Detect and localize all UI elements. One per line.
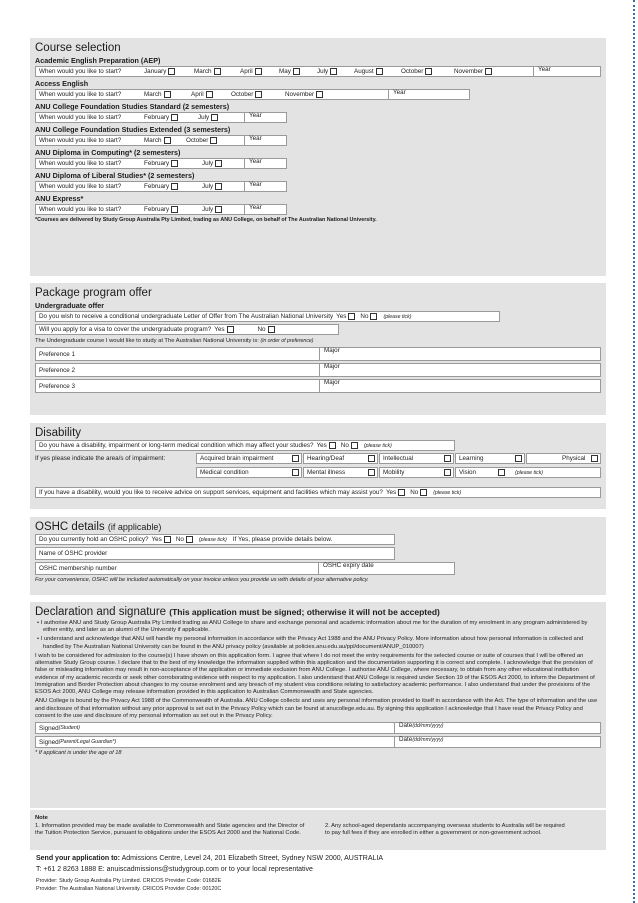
- aep-month-0: January: [144, 68, 175, 75]
- diploma-liberal-heading: ANU Diploma of Liberal Studies* (2 semesters): [35, 171, 195, 180]
- checkbox[interactable]: [215, 183, 222, 190]
- undergrad-heading: Undergraduate offer: [35, 301, 105, 310]
- oshc-provider-field[interactable]: Name of OSHC provider: [35, 547, 395, 560]
- provider-line-1: Provider: Study Group Australia Pty Limited. CRICOS Provider Code: 01682E: [36, 878, 222, 884]
- checkbox[interactable]: [498, 469, 505, 476]
- oshc-expiry-field[interactable]: OSHC expiry date: [318, 562, 374, 575]
- checkbox[interactable]: [330, 68, 337, 75]
- no-checkbox[interactable]: [420, 489, 427, 496]
- year-field[interactable]: Year: [244, 181, 262, 192]
- diploma-liberal-row: When would you like to start? February July Year: [35, 181, 287, 192]
- package-section: [30, 283, 606, 415]
- aep-start-row: [35, 66, 601, 77]
- student-signature-row[interactable]: Signed (Student) Date(dd/mm/yyyy): [35, 722, 601, 734]
- declaration-bullet: • I authorise ANU and Study Group Australia Pty Limited trading as ANU College to share and exchange personal and academic information about me for the duration of my enrolment in any program administered by either entity, and later as an alumni of the University if applicable.: [37, 620, 588, 634]
- area-item: Mobility: [379, 467, 454, 478]
- course-footnote: *Courses are delivered by Study Group Australia Pty Limited, trading as ANU College, on behalf of The Australian National University.: [35, 217, 377, 223]
- section-title: Course selection: [35, 42, 121, 54]
- preference-row[interactable]: Preference 1 Major: [35, 347, 601, 361]
- checkbox[interactable]: [210, 137, 217, 144]
- support-question-row: If you have a disability, would you like to receive advice on support services, equipment and facilities which may assist you? Yes No (please tick): [35, 487, 601, 498]
- checkbox[interactable]: [211, 114, 218, 121]
- date-field: Date(dd/mm/yyyy): [394, 722, 443, 734]
- checkbox[interactable]: [316, 91, 323, 98]
- area-item: Physical: [526, 453, 601, 464]
- provider-line-2: Provider: The Australian National University. CRICOS Provider Code: 00120C: [36, 886, 222, 892]
- oshc-question-row: Do you currently hold an OSHC policy? Yes No (please tick) If Yes, please provide details below.: [35, 534, 395, 545]
- aep-heading: Academic English Preparation (AEP): [35, 56, 161, 65]
- note-2: 2. Any school-aged dependants accompanying overseas students to Australia will be required to pay full fees if they are enrolled in either a government or non-government school.: [325, 823, 565, 837]
- checkbox[interactable]: [214, 68, 221, 75]
- aep-year-field[interactable]: Year: [533, 66, 551, 77]
- section-title: Disability: [35, 427, 82, 439]
- section-title: Package program offer: [35, 287, 152, 299]
- checkbox[interactable]: [206, 91, 213, 98]
- send-address: Send your application to: Admissions Centre, Level 24, 201 Elizabeth Street, Sydney NSW 2000, AUSTRALIA: [36, 855, 384, 862]
- checkbox[interactable]: [485, 68, 492, 75]
- access-heading: Access English: [35, 79, 89, 88]
- checkbox[interactable]: [591, 455, 598, 462]
- preference-row[interactable]: Preference 3 Major: [35, 379, 601, 393]
- checkbox[interactable]: [164, 137, 171, 144]
- foundation-standard-heading: ANU College Foundation Studies Standard (2 semesters): [35, 102, 230, 111]
- oshc-section: [30, 517, 606, 595]
- year-field[interactable]: Year: [244, 204, 262, 215]
- course-intro: The Undergraduate course I would like to study at The Australian National University is: (in order of preference): [35, 338, 314, 344]
- area-item: Vision (please tick): [455, 467, 601, 478]
- under-18-note: * If applicant is under the age of 18: [35, 750, 122, 757]
- anu-express-heading: ANU Express*: [35, 194, 84, 203]
- checkbox[interactable]: [515, 455, 522, 462]
- diploma-computing-row: When would you like to start? February July Year: [35, 158, 287, 169]
- preference-row[interactable]: Preference 2 Major: [35, 363, 601, 377]
- checkbox[interactable]: [168, 68, 175, 75]
- area-item: Intellectual: [379, 453, 454, 464]
- start-question: When would you like to start?: [39, 68, 122, 75]
- checkbox[interactable]: [292, 455, 299, 462]
- diploma-computing-heading: ANU Diploma in Computing* (2 semesters): [35, 148, 181, 157]
- section-title: OSHC details (if applicable): [35, 521, 162, 533]
- aep-month-3: May: [279, 68, 300, 75]
- checkbox[interactable]: [368, 455, 375, 462]
- checkbox[interactable]: [171, 114, 178, 121]
- aep-month-7: November: [454, 68, 492, 75]
- course-selection-section: [30, 38, 606, 276]
- no-checkbox[interactable]: [370, 313, 377, 320]
- yes-checkbox[interactable]: [329, 442, 336, 449]
- perforation-line: [633, 0, 635, 903]
- impairment-areas: If yes please indicate the area/s of impairment: Acquired brain impairment Hearing/Deaf Intellectual Learning Physical Medical condition Mental illness Mobility Vision (please tick): [35, 453, 601, 485]
- yes-checkbox[interactable]: [398, 489, 405, 496]
- access-start-row: When would you like to start? March April October November Year: [35, 89, 470, 100]
- aep-month-6: October: [401, 68, 432, 75]
- disability-question-row: Do you have a disability, impairment or long-term medical condition which may affect your studies? Yes No (please tick): [35, 440, 455, 451]
- checkbox[interactable]: [444, 469, 451, 476]
- no-checkbox[interactable]: [186, 536, 193, 543]
- area-item: Acquired brain impairment: [196, 453, 302, 464]
- aep-month-1: March: [194, 68, 221, 75]
- date-field: Date(dd/mm/yyyy): [394, 736, 443, 748]
- area-item: Mental illness: [303, 467, 378, 478]
- checkbox[interactable]: [444, 455, 451, 462]
- year-field[interactable]: Year: [244, 158, 262, 169]
- aep-month-5: August: [354, 68, 383, 75]
- checkbox[interactable]: [171, 160, 178, 167]
- contact-line: T: +61 2 8263 1888 E: anuiscadmissions@studygroup.com or to your local representative: [36, 866, 313, 873]
- access-year-field[interactable]: Year: [388, 89, 406, 100]
- aep-month-4: July: [317, 68, 337, 75]
- declaration-bullet: • I understand and acknowledge that ANU will handle my personal information in accordance with the Privacy Act 1988 and the ANU Privacy Policy. More information about how personal information is collected and handled by The Australian National University can be found in the ANU privacy policy (available at policies.anu.edu.au/ppl/document/ANUP_010007): [37, 636, 584, 650]
- foundation-extended-row: When would you like to start? March October Year: [35, 135, 287, 146]
- checkbox[interactable]: [215, 160, 222, 167]
- note-1: 1. Information provided may be made available to Commonwealth and State agencies and the Director of the Tuition Protection Service, pursuant to obligations under the ESOS Act 2000 and the National Code.: [35, 823, 305, 837]
- checkbox[interactable]: [293, 68, 300, 75]
- declaration-paragraph: I wish to be considered for admission to the course(s) I have shown on this application form. I agree that where I do not meet the entry requirements for the selected course or suite of courses that I will be offered an alternative Study Group course. I declare that to the best of my knowledge the information supplied within this application and the documentation supporting it is correct and complete. I acknowledge that the provision of false or misleading information may result in non-acceptance of the application or immediate exclusion from ANU College. I authorise ANU College, where necessary, to obtain from any other educational institution evidence of my academic records or seek other corroborating evidence with respect to my application. I also understand that ANU College is required under Section 19 of the ESOS Act 2000, to inform the Department of Immigration and Border Protection about changes to my course enrolment and any breach of my student visa conditions relating to satisfactory academic performance. I also understand that under the provisions of the ESOS Act 2000, ANU College may release information provided in this application to Australian Commonwealth and State agencies.: [35, 652, 595, 696]
- oshc-membership-row[interactable]: OSHC membership number OSHC expiry date: [35, 562, 455, 575]
- visa-question-row: Will you apply for a visa to cover the undergraduate program? Yes No: [35, 324, 339, 335]
- privacy-paragraph: ANU College is bound by the Privacy Act 1988 of the Commonwealth of Australia. ANU College collects and uses any personal information provided to itself in accordance with the Act. The type of information and the use and disclosure of that information without any prior approval is set out in the Privacy Policy which can be found at anucollege.edu.au. By signing this application I acknowledge that I have read the Privacy Policy and consent to the use and disclosure of my personal information as set out in the Privacy Policy.: [35, 698, 598, 719]
- yes-checkbox[interactable]: [227, 326, 234, 333]
- area-item: Medical condition: [196, 467, 302, 478]
- checkbox[interactable]: [368, 469, 375, 476]
- notes-section: [30, 810, 606, 850]
- foundation-standard-row: When would you like to start? February July Year: [35, 112, 287, 123]
- checkbox[interactable]: [376, 68, 383, 75]
- parent-signature-row[interactable]: Signed (Parent/Legal Guardian*) Date(dd/mm/yyyy): [35, 736, 601, 748]
- no-checkbox[interactable]: [268, 326, 275, 333]
- declaration-section: [30, 602, 606, 808]
- offer-question-row: Do you wish to receive a conditional undergraduate Letter of Offer from The Australian National University Yes No (please tick): [35, 311, 500, 322]
- checkbox[interactable]: [255, 68, 262, 75]
- checkbox[interactable]: [425, 68, 432, 75]
- yes-checkbox[interactable]: [164, 536, 171, 543]
- checkbox[interactable]: [171, 206, 178, 213]
- year-field[interactable]: Year: [244, 135, 262, 146]
- notes-title: Note: [35, 815, 48, 821]
- checkbox[interactable]: [164, 91, 171, 98]
- area-item: Learning: [455, 453, 525, 464]
- anu-express-row: When would you like to start? February July Year: [35, 204, 287, 215]
- aep-month-2: April: [240, 68, 262, 75]
- disability-section: [30, 423, 606, 509]
- year-field[interactable]: Year: [244, 112, 262, 123]
- checkbox[interactable]: [215, 206, 222, 213]
- area-item: Hearing/Deaf: [303, 453, 378, 464]
- oshc-note: For your convenience, OSHC will be included automatically on your invoice unless you provide us with details of your alternative policy.: [35, 577, 369, 583]
- yes-checkbox[interactable]: [348, 313, 355, 320]
- no-checkbox[interactable]: [351, 442, 358, 449]
- checkbox[interactable]: [255, 91, 262, 98]
- checkbox[interactable]: [292, 469, 299, 476]
- foundation-extended-heading: ANU College Foundation Studies Extended (3 semesters): [35, 125, 231, 134]
- checkbox[interactable]: [171, 183, 178, 190]
- section-title: Declaration and signature (This application must be signed; otherwise it will not be accepted): [35, 606, 440, 618]
